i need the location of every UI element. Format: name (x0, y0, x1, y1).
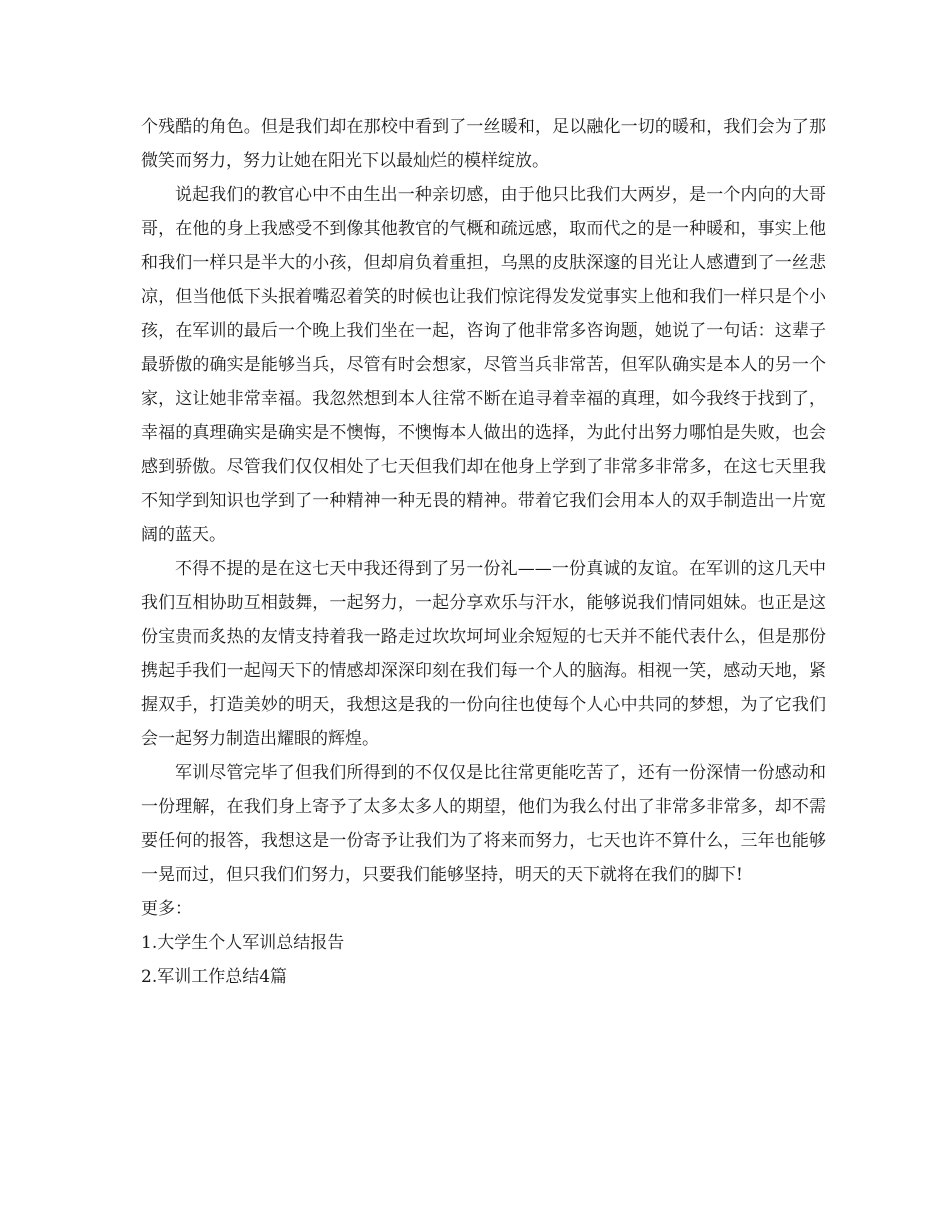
paragraph-friendship: 不得不提的是在这七天中我还得到了另一份礼——一份真诚的友谊。在军训的这几天中我们互相协助互相鼓舞，一起努力，一起分享欢乐与汗水，能够说我们情同姐妹。也正是这份宝贵而炙热的友情支持着我一路走过坎坎坷坷业余短短的七天并不能代表什么，但是那份携起手我们一起闯天下的情感却深深印刻在我们每一个人的脑海。相视一笑，感动天地，紧握双手，打造美妙的明天，我想这是我的一份向往也使每个人心中共同的梦想，为了它我们会一起努力制造出耀眼的辉煌。 (141, 559, 826, 749)
related-link-2[interactable]: 2.军训工作总结4篇 (141, 967, 288, 987)
paragraph-conclusion: 军训尽管完毕了但我们所得到的不仅仅是比往常更能吃苦了，还有一份深情一份感动和一份理解，在我们身上寄予了太多太多人的期望，他们为我么付出了非常多非常多，却不需要任何的报答，我想这是一份寄予让我们为了将来而努力，七天也许不算什么，三年也能够一晃而过，但只我们们努力，只要我们能够坚持，明天的天下就将在我们的脚下! (141, 763, 826, 885)
document-page (141, 110, 826, 994)
paragraph-instructor: 说起我们的教官心中不由生出一种亲切感，由于他只比我们大两岁，是一个内向的大哥哥，在他的身上我感受不到像其他教官的气概和疏远感，取而代之的是一种暖和，事实上他和我们一样只是半大的小孩，但却肩负着重担，乌黑的皮肤深邃的目光让人感遭到了一丝悲凉，但当他低下头抿着嘴忍着笑的时候也让我们惊诧得发发觉事实上他和我们一样只是个小孩，在军训的最后一个晚上我们坐在一起，咨询了他非常多咨询题，她说了一句话：这辈子最骄傲的确实是能够当兵，尽管有时会想家，尽管当兵非常苦，但军队确实是本人的另一个家，这让她非常幸福。我忽然想到本人往常不断在追寻着幸福的真理，如今我终于找到了，幸福的真理确实是确实是不懊悔，不懊悔本人做出的选择，为此付出努力哪怕是失败，也会感到骄傲。尽管我们仅仅相处了七天但我们却在他身上学到了非常多非常多，在这七天里我不知学到知识也学到了一种精神一种无畏的精神。带着它我们会用本人的双手制造出一片宽阔的蓝天。 (141, 185, 826, 545)
paragraph-continuation: 个残酷的角色。但是我们却在那校中看到了一丝暖和，足以融化一切的暖和，我们会为了那微笑而努力，努力让她在阳光下以最灿烂的模样绽放。 (141, 117, 826, 171)
related-link-1[interactable]: 1.大学生个人军训总结报告 (141, 933, 345, 953)
more-label: 更多： (141, 899, 192, 919)
